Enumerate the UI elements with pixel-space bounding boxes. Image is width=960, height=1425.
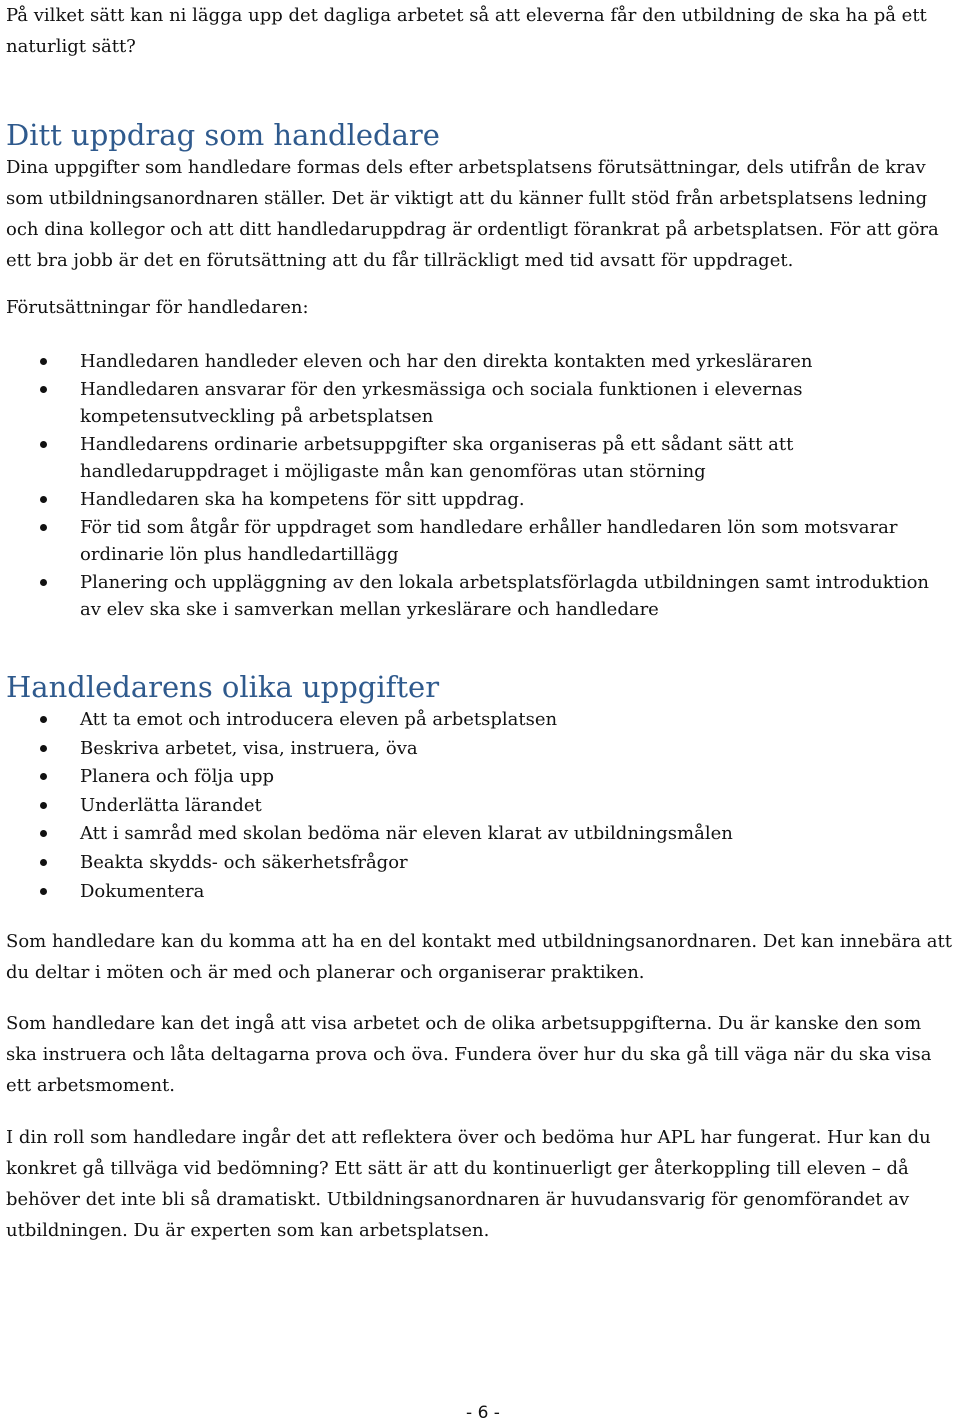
list-item-text: Att ta emot och introducera eleven på arbetsplatsen [80, 709, 558, 730]
bullet-icon [40, 716, 47, 723]
list-item [6, 706, 954, 733]
list-item-text: Handledaren ska ha kompetens för sitt uppdrag. [80, 489, 525, 510]
bullet-icon [40, 441, 47, 448]
paragraph-uppdrag: Dina uppgifter som handledare formas dels efter arbetsplatsens förutsättningar, dels utifrån de krav som utbildningsanordnaren ställer. Det är viktigt att du känner fullt stöd från arbetsplatsens ledning och dina kollegor och att ditt handledaruppdrag är ordentligt förankrat på arbetsplatsen. För att göra ett bra jobb är det en förutsättning att du får tillräckligt med tid avsatt för uppdraget. [6, 157, 939, 271]
list-item [6, 735, 954, 762]
list-item [6, 376, 954, 430]
bullet-icon [40, 773, 47, 780]
paragraph-visa-arbetet: Som handledare kan det ingå att visa arbetet och de olika arbetsuppgifterna. Du är kanske den som ska instruera och låta deltagarna prova och öva. Fundera över hur du ska gå till väga när du ska visa ett arbetsmoment. [6, 1012, 932, 1096]
bullet-icon [40, 358, 47, 365]
list-item-text: Handledarens ordinarie arbetsuppgifter ska organiseras på ett sådant sätt att handledaruppdraget i möjligaste mån kan genomföras utan störning [80, 434, 794, 482]
bullet-icon [40, 830, 47, 837]
list-item [6, 514, 954, 568]
bullet-icon [40, 524, 47, 531]
list-item-text: För tid som åtgår för uppdraget som handledare erhåller handledaren lön som motsvarar ordinarie lön plus handledartillägg [80, 517, 898, 565]
list-item [6, 763, 954, 790]
heading-ditt-uppdrag: Ditt uppdrag som handledare [6, 118, 440, 152]
list-item [6, 486, 954, 513]
list-item-text: Dokumentera [80, 880, 205, 902]
bullet-icon [40, 579, 47, 586]
list-item-text: Beakta skydds- och säkerhetsfrågor [80, 851, 408, 873]
document-page [6, 0, 954, 1246]
intro-paragraph: På vilket sätt kan ni lägga upp det dagliga arbetet så att eleverna får den utbildning de ska ha på ett naturligt sätt? [6, 5, 927, 57]
list-intro-forutsattningar: Förutsättningar för handledaren: [6, 297, 309, 318]
paragraph-kontakt: Som handledare kan du komma att ha en del kontakt med utbildningsanordnaren. Det kan innebära att du deltar i möten och är med och planerar och organiserar praktiken. [6, 930, 952, 983]
bullet-icon [40, 802, 47, 809]
list-item-text: Att i samråd med skolan bedöma när eleven klarat av utbildningsmålen [80, 823, 733, 845]
page-number: - 6 - [466, 1403, 500, 1423]
list-item [6, 431, 954, 485]
paragraph-din-roll: I din roll som handledare ingår det att reflektera över och bedöma hur APL har fungerat. Hur kan du konkret gå tillväga vid bedömning? Ett sätt är att du kontinuerligt ger återkoppling till eleven – då behöver det inte bli så dramatiskt. Utbildningsanordnaren är huvudansvarig för genomförandet av utbildningen. Du är experten som kan arbetsplatsen. [6, 1126, 931, 1241]
bullet-icon [40, 859, 47, 866]
list-item [6, 849, 954, 876]
list-item-text: Planering och uppläggning av den lokala arbetsplatsförlagda utbildningen samt introduktion av elev ska ske i samverkan mellan yrkeslärare och handledare [80, 572, 930, 620]
bullet-icon [40, 386, 47, 393]
heading-olika-uppgifter: Handledarens olika uppgifter [6, 670, 440, 704]
list-item-text: Handledaren ansvarar för den yrkesmässiga och sociala funktionen i elevernas kompetensutveckling på arbetsplatsen [80, 379, 803, 427]
list-forutsattningar [6, 348, 954, 623]
list-item [6, 348, 954, 375]
list-item-text: Planera och följa upp [80, 766, 275, 788]
list-item [6, 820, 954, 847]
bullet-icon [40, 888, 47, 895]
list-item-text: Handledaren handleder eleven och har den direkta kontakten med yrkesläraren [80, 351, 813, 372]
list-item [6, 792, 954, 819]
list-uppgifter [6, 706, 954, 905]
list-item [6, 569, 954, 623]
list-item-text: Beskriva arbetet, visa, instruera, öva [80, 737, 418, 759]
list-item-text: Underlätta lärandet [80, 794, 262, 816]
bullet-icon [40, 745, 47, 752]
bullet-icon [40, 496, 47, 503]
list-item [6, 878, 954, 905]
